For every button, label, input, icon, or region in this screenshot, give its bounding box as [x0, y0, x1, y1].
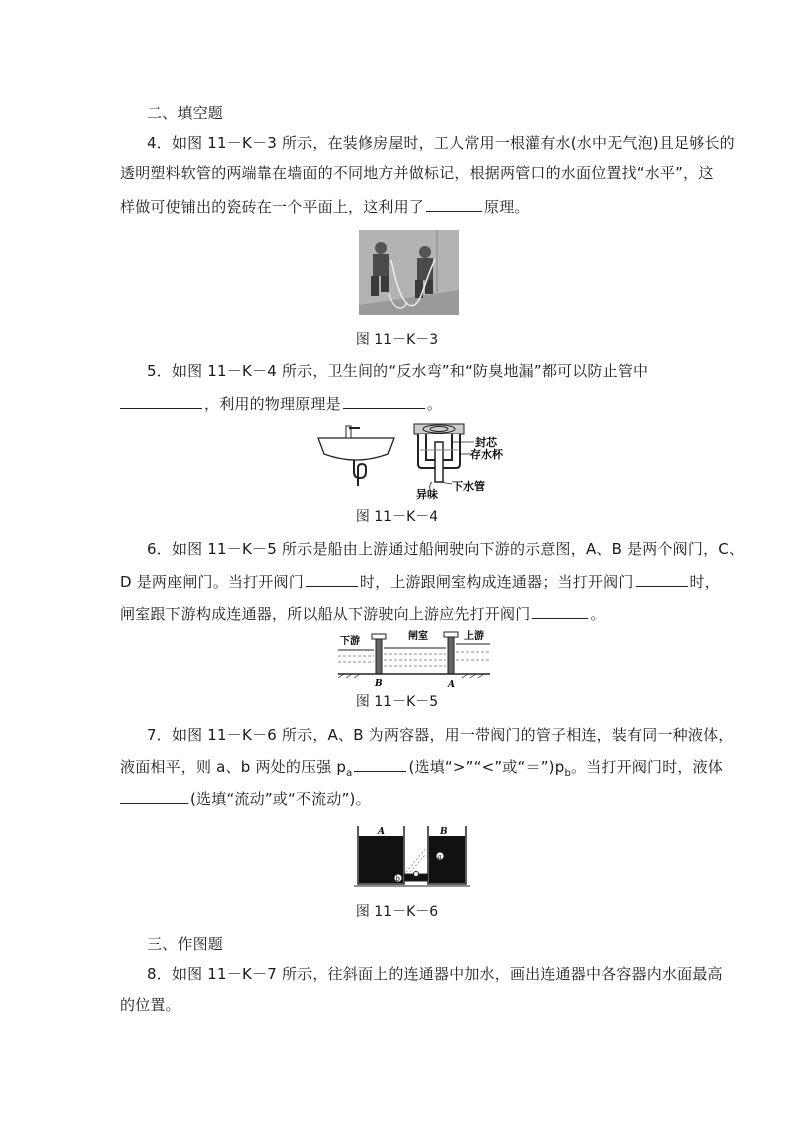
q7-line3-text: (选填“流动”或“不流动”)。	[190, 790, 371, 808]
q5-line2-text-b: 。	[426, 395, 443, 413]
q6-line2-text-a: D 是两座闸门。当打开阀门	[120, 573, 304, 591]
q4-line2: 透明塑料软管的两端靠在墙面的不同地方并做标记，根据两管口的水面位置找“水平”，这	[120, 164, 714, 182]
q7-line3	[120, 788, 680, 809]
q6-line3-text-a: 闸室跟下游构成连通器，所以船从下游驶向上游应先打开阀门	[120, 605, 531, 623]
q6-line2-text-b: 时，上游跟闸室构成连通器；当打开阀门	[359, 573, 634, 591]
q7-line2-text-a: 液面相平，则 a、b 两处的压强 p	[120, 758, 347, 776]
figure-caption-11-k-4: 图 11－K－4	[355, 509, 439, 525]
q6-answer-blank-2[interactable]	[636, 571, 688, 587]
q5-line2	[120, 393, 680, 414]
label-lock-chamber: 闸室	[408, 631, 428, 642]
q7-answer-blank-2[interactable]	[120, 788, 188, 804]
q4-line3-text-b: 原理。	[484, 198, 530, 216]
figure-caption-11-k-6: 图 11－K－6	[355, 904, 439, 920]
figure-caption-11-k-5: 图 11－K－5	[355, 694, 439, 710]
label-odor: 异味	[416, 488, 438, 501]
q6-line1: 6．如图 11－K－5 所示是船由上游通过船闸驶向下游的示意图，A、B 是两个阀门，C、	[147, 540, 745, 558]
q5-line2-text-a: ，利用的物理原理是	[204, 395, 341, 413]
q6-answer-blank-1[interactable]	[306, 571, 358, 587]
label-water-cup: 存水杯	[470, 448, 503, 461]
q8-line2: 的位置。	[120, 996, 181, 1014]
q7-sub-a: a	[346, 768, 353, 779]
figure-ship-lock	[338, 630, 490, 688]
figure-two-containers	[354, 824, 470, 890]
q6-line3	[120, 603, 680, 624]
q4-answer-blank[interactable]	[426, 196, 482, 212]
label-valve-b: B	[375, 679, 383, 688]
q5-line1: 5．如图 11－K－4 所示，卫生间的“反水弯”和“防臭地漏”都可以防止管中	[147, 362, 649, 380]
label-point-a: a	[437, 853, 442, 861]
q8-line1: 8．如图 11－K－7 所示，往斜面上的连通器中加水，画出连通器中各容器内水面最高	[147, 965, 723, 983]
label-point-b: b	[395, 875, 400, 883]
figure-sink-and-floor-drain	[316, 420, 516, 502]
q5-answer-blank-2[interactable]	[343, 393, 425, 409]
q6-answer-blank-3[interactable]	[532, 603, 588, 619]
label-valve-a: A	[448, 680, 455, 688]
q6-line2	[120, 571, 720, 592]
label-drain-pipe: 下水管	[452, 480, 485, 493]
q6-line3-text-b: 。	[590, 605, 606, 623]
q7-line2-text-c: 。当打开阀门时，液体	[571, 758, 724, 776]
label-upstream: 上游	[464, 631, 484, 642]
section-title-fill-blank: 二、填空题	[147, 104, 224, 122]
q5-answer-blank-1[interactable]	[120, 393, 202, 409]
q7-sub-b: b	[564, 768, 572, 779]
label-container-b: B	[440, 827, 448, 837]
label-downstream: 下游	[340, 636, 360, 647]
q7-line2	[120, 756, 724, 784]
q7-answer-blank-1[interactable]	[354, 756, 406, 772]
figure-caption-11-k-3: 图 11－K－3	[355, 332, 439, 348]
section-title-drawing: 三、作图题	[147, 935, 224, 953]
q6-line2-text-c: 时，	[689, 573, 720, 591]
label-container-a: A	[378, 827, 385, 837]
q7-line2-text-b: (选填“>”“<”或“＝”)p	[408, 758, 565, 776]
q4-line3	[120, 196, 680, 217]
figure-workers-level-tube	[359, 230, 459, 315]
q4-line3-text-a: 样做可使铺出的瓷砖在一个平面上，这利用了	[120, 198, 425, 216]
label-core: 封芯	[475, 436, 497, 449]
q4-line1: 4．如图 11－K－3 所示，在装修房屋时，工人常用一根灌有水(水中无气泡)且足够长的	[147, 134, 735, 152]
q7-line1: 7．如图 11－K－6 所示，A、B 为两容器，用一带阀门的管子相连，装有同一种液体，	[147, 726, 734, 744]
